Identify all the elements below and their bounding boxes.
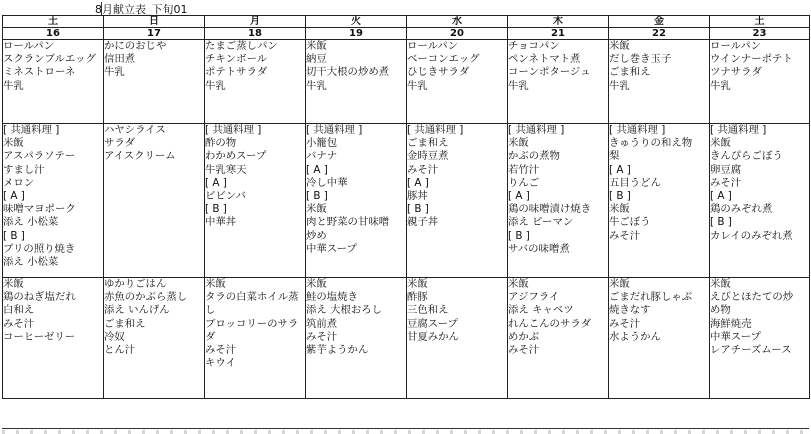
- menu-item: とん汁: [104, 343, 136, 356]
- menu-item: [ 共通料理 ]: [508, 124, 565, 136]
- menu-item: 牛乳寒天: [205, 163, 247, 176]
- menu-item: 牛乳: [104, 66, 125, 79]
- bottom-rule: [2, 428, 809, 429]
- menu-item: 海鮮焼売: [710, 317, 752, 330]
- menu-item: みそ汁: [508, 343, 540, 356]
- lunch-cell: [3, 124, 104, 278]
- menu-item: 三色和え: [407, 304, 449, 317]
- menu-item: 筑前煮: [306, 317, 338, 330]
- menu-item: [ B ]: [3, 229, 25, 242]
- menu-item: ロールパン: [407, 40, 459, 52]
- menu-item: 添え キャベツ: [508, 304, 574, 317]
- menu-item: チョコパン: [508, 40, 560, 52]
- breakfast-cell: [3, 40, 104, 124]
- menu-item: [ 共通料理 ]: [710, 124, 767, 136]
- menu-item: 紫芋ようかん: [306, 343, 369, 356]
- day-name-cell: 火: [306, 16, 407, 28]
- menu-item: カレイのみぞれ煮: [710, 229, 793, 242]
- menu-item: 添え 小松菜: [3, 216, 59, 229]
- menu-item: 梨: [609, 150, 620, 163]
- menu-item: ビビンバ: [205, 189, 246, 202]
- breakfast-cell: [407, 40, 508, 124]
- menu-item: キウイ: [205, 357, 236, 370]
- menu-item: 米飯: [205, 278, 226, 290]
- menu-item: 豆腐スープ: [407, 317, 458, 330]
- day-name-cell: 水: [407, 16, 508, 28]
- menu-item: ポテトサラダ: [205, 66, 268, 79]
- menu-item: 牛乳: [407, 79, 428, 92]
- menu-item: 添え いんげん: [104, 304, 170, 317]
- lunch-cell: [104, 124, 205, 278]
- menu-item: 肉と野菜の甘味噌: [306, 216, 390, 229]
- menu-item: 米飯: [306, 40, 327, 52]
- menu-item: かぶの煮物: [508, 150, 560, 163]
- dinner-cell: [508, 278, 609, 399]
- menu-item: すまし汁: [3, 163, 45, 176]
- dinner-cell: [3, 278, 104, 399]
- day-name-cell: 金: [609, 16, 710, 28]
- menu-item: 豚丼: [407, 189, 428, 202]
- menu-item: きんぴらごぼう: [710, 150, 783, 163]
- menu-item: ダ: [205, 330, 216, 343]
- menu-item: サラダ: [104, 137, 136, 150]
- menu-item: 牛乳: [609, 79, 630, 92]
- menu-item: 冷し中華: [306, 176, 348, 189]
- menu-item: かにのおじや: [104, 40, 167, 52]
- breakfast-cell: [306, 40, 407, 124]
- menu-item: ひじきサラダ: [407, 66, 470, 79]
- menu-item: みそ汁: [306, 330, 338, 343]
- menu-item: [ B ]: [609, 189, 631, 202]
- menu-item: 金時豆煮: [407, 150, 449, 163]
- menu-item: 牛ごぼう: [609, 216, 651, 229]
- day-number-row: [3, 28, 810, 40]
- menu-item: 米飯: [508, 278, 529, 290]
- lunch-cell: [306, 124, 407, 278]
- menu-item: [ 共通料理 ]: [609, 124, 666, 136]
- menu-item: スクランブルエッグ: [3, 53, 96, 66]
- day-name-cell: 月: [205, 16, 306, 28]
- menu-item: 小籠包: [306, 137, 338, 150]
- menu-item: 水ようかん: [609, 330, 661, 343]
- menu-item: 親子丼: [407, 216, 439, 229]
- menu-item: ごま和え: [407, 137, 449, 150]
- menu-item: ごまだれ豚しゃぶ: [609, 291, 693, 304]
- menu-item: えびとほたての炒: [710, 291, 794, 304]
- breakfast-cell: [508, 40, 609, 124]
- menu-item: 米飯: [508, 137, 529, 150]
- menu-item: ゆかりごはん: [104, 278, 167, 290]
- menu-item: だし巻き玉子: [609, 53, 672, 66]
- menu-item: 牛乳: [710, 79, 731, 92]
- day-number-cell: 19: [306, 28, 407, 40]
- lunch-cell: [407, 124, 508, 278]
- menu-item: みそ汁: [205, 343, 237, 356]
- menu-item: め物: [710, 304, 731, 317]
- menu-item: アスパラソテー: [3, 150, 76, 163]
- menu-item: 米飯: [3, 137, 24, 150]
- day-number-cell: 21: [508, 28, 609, 40]
- menu-item: コーヒーゼリー: [3, 330, 76, 343]
- lunch-cell: [205, 124, 306, 278]
- menu-item: 米飯: [609, 40, 630, 52]
- menu-item: ロールパン: [3, 40, 55, 52]
- menu-item: みそ汁: [710, 176, 742, 189]
- menu-item: 米飯: [306, 203, 327, 216]
- dinner-cell: [306, 278, 407, 399]
- menu-item: [ A ]: [306, 163, 328, 176]
- menu-item: [ A ]: [407, 176, 429, 189]
- menu-item: 卵豆腐: [710, 163, 742, 176]
- menu-item: 添え 大根おろし: [306, 304, 383, 317]
- lunch-cell: [710, 124, 810, 278]
- menu-item: バナナ: [306, 150, 338, 163]
- menu-item: 米飯: [306, 278, 327, 290]
- menu-item: [ B ]: [306, 189, 328, 202]
- menu-item: 米飯: [710, 278, 731, 290]
- dinner-cell: [710, 278, 810, 399]
- day-number-cell: 16: [3, 28, 104, 40]
- breakfast-cell: [710, 40, 810, 124]
- menu-item: 酢の物: [205, 137, 237, 150]
- scan-artifact: [2, 430, 809, 434]
- menu-item: 中華スープ: [710, 330, 761, 343]
- breakfast-row: [3, 40, 810, 124]
- menu-item: 米飯: [3, 278, 24, 290]
- menu-item: [ B ]: [407, 203, 429, 216]
- menu-item: [ B ]: [508, 229, 530, 242]
- menu-item: [ 共通料理 ]: [306, 124, 363, 136]
- menu-item: ごま和え: [104, 317, 146, 330]
- menu-item: 甘夏みかん: [407, 330, 459, 343]
- menu-item: [ 共通料理 ]: [407, 124, 464, 136]
- menu-item: ごま和え: [609, 66, 651, 79]
- menu-item: 中華丼: [205, 216, 237, 229]
- menu-table: [2, 15, 810, 399]
- menu-item: めかぶ: [508, 330, 540, 343]
- menu-item: [ 共通料理 ]: [205, 124, 262, 136]
- menu-item: 赤魚のかぶら蒸し: [104, 291, 188, 304]
- lunch-cell: [508, 124, 609, 278]
- menu-item: [ B ]: [710, 216, 732, 229]
- menu-item: [ A ]: [609, 163, 631, 176]
- day-number-cell: 22: [609, 28, 710, 40]
- menu-item: ツナサラダ: [710, 66, 762, 79]
- menu-item: 味噌マヨポーク: [3, 203, 76, 216]
- day-name-cell: 木: [508, 16, 609, 28]
- menu-item: レアチーズムース: [710, 343, 792, 356]
- menu-item: 添え ピーマン: [508, 216, 574, 229]
- day-number-cell: 18: [205, 28, 306, 40]
- menu-item: 酢豚: [407, 291, 428, 304]
- menu-item: アイスクリーム: [104, 150, 176, 163]
- menu-item: [ A ]: [710, 189, 732, 202]
- menu-item: きゅうりの和え物: [609, 137, 693, 150]
- breakfast-cell: [205, 40, 306, 124]
- lunch-cell: [609, 124, 710, 278]
- menu-item: ミネストローネ: [3, 66, 76, 79]
- menu-item: 鶏の味噌漬け焼き: [508, 203, 592, 216]
- lunch-row: [3, 124, 810, 278]
- breakfast-cell: [104, 40, 205, 124]
- menu-item: メロン: [3, 176, 35, 189]
- day-number-cell: 17: [104, 28, 205, 40]
- menu-item: 信田煮: [104, 53, 136, 66]
- menu-item: [ B ]: [205, 203, 227, 216]
- day-name-cell: 土: [3, 16, 104, 28]
- menu-item: [ A ]: [508, 189, 530, 202]
- menu-item: みそ汁: [3, 317, 35, 330]
- menu-item: 冷奴: [104, 330, 125, 343]
- menu-item: みそ汁: [407, 163, 439, 176]
- menu-item: みそ汁: [609, 317, 641, 330]
- menu-item: 牛乳: [508, 79, 529, 92]
- menu-item: ブリの照り焼き: [3, 242, 76, 255]
- menu-item: りんご: [508, 176, 540, 189]
- menu-item: タラの白菜ホイル蒸: [205, 291, 299, 304]
- menu-item: ベーコンエッグ: [407, 53, 480, 66]
- menu-item: アジフライ: [508, 291, 560, 304]
- dinner-cell: [407, 278, 508, 399]
- menu-item: ウインナーポテト: [710, 53, 793, 66]
- menu-item: 米飯: [710, 137, 731, 150]
- menu-item: し: [205, 304, 216, 317]
- menu-item: 鶏のみぞれ煮: [710, 203, 773, 216]
- dinner-cell: [104, 278, 205, 399]
- menu-item: 米飯: [407, 278, 428, 290]
- menu-item: 納豆: [306, 53, 327, 66]
- menu-item: 中華スープ: [306, 242, 357, 255]
- day-name-cell: 日: [104, 16, 205, 28]
- day-name-row: [3, 16, 810, 28]
- page-title: 8月献立表_下旬01: [95, 3, 188, 16]
- menu-item: ハヤシライス: [104, 124, 166, 136]
- menu-item: みそ汁: [609, 229, 641, 242]
- day-number-cell: 23: [710, 28, 810, 40]
- menu-item: 切干大根の炒め煮: [306, 66, 390, 79]
- title-row: [0, 0, 811, 16]
- menu-item: コーンポタージュ: [508, 66, 591, 79]
- menu-item: 米飯: [609, 203, 630, 216]
- menu-item: たまご蒸しパン: [205, 40, 278, 52]
- day-number-cell: 20: [407, 28, 508, 40]
- menu-item: 鮭の塩焼き: [306, 291, 358, 304]
- menu-item: 若竹汁: [508, 163, 540, 176]
- menu-item: ブロッコリーのサラ: [205, 317, 299, 330]
- menu-item: ペンネトマト煮: [508, 53, 581, 66]
- menu-item: 牛乳: [3, 79, 24, 92]
- menu-item: 添え 小松菜: [3, 255, 59, 268]
- day-name-cell: 土: [710, 16, 810, 28]
- menu-item: 鶏のねぎ塩だれ: [3, 291, 76, 304]
- menu-item: ロールパン: [710, 40, 762, 52]
- menu-item: 五目うどん: [609, 176, 661, 189]
- menu-item: 焼きなす: [609, 304, 651, 317]
- menu-item: [ 共通料理 ]: [3, 124, 60, 136]
- menu-item: 牛乳: [205, 79, 226, 92]
- menu-item: チキンボール: [205, 53, 268, 66]
- menu-item: わかめスープ: [205, 150, 267, 163]
- menu-item: 米飯: [609, 278, 630, 290]
- menu-item: [ A ]: [3, 189, 25, 202]
- menu-item: 牛乳: [306, 79, 327, 92]
- dinner-cell: [205, 278, 306, 399]
- menu-item: [ A ]: [205, 176, 227, 189]
- menu-item: サバの味噌煮: [508, 242, 570, 255]
- menu-item: 白和え: [3, 304, 35, 317]
- dinner-cell: [609, 278, 710, 399]
- dinner-row: [3, 278, 810, 399]
- breakfast-cell: [609, 40, 710, 124]
- menu-item: 炒め: [306, 229, 327, 242]
- menu-item: れんこんのサラダ: [508, 317, 592, 330]
